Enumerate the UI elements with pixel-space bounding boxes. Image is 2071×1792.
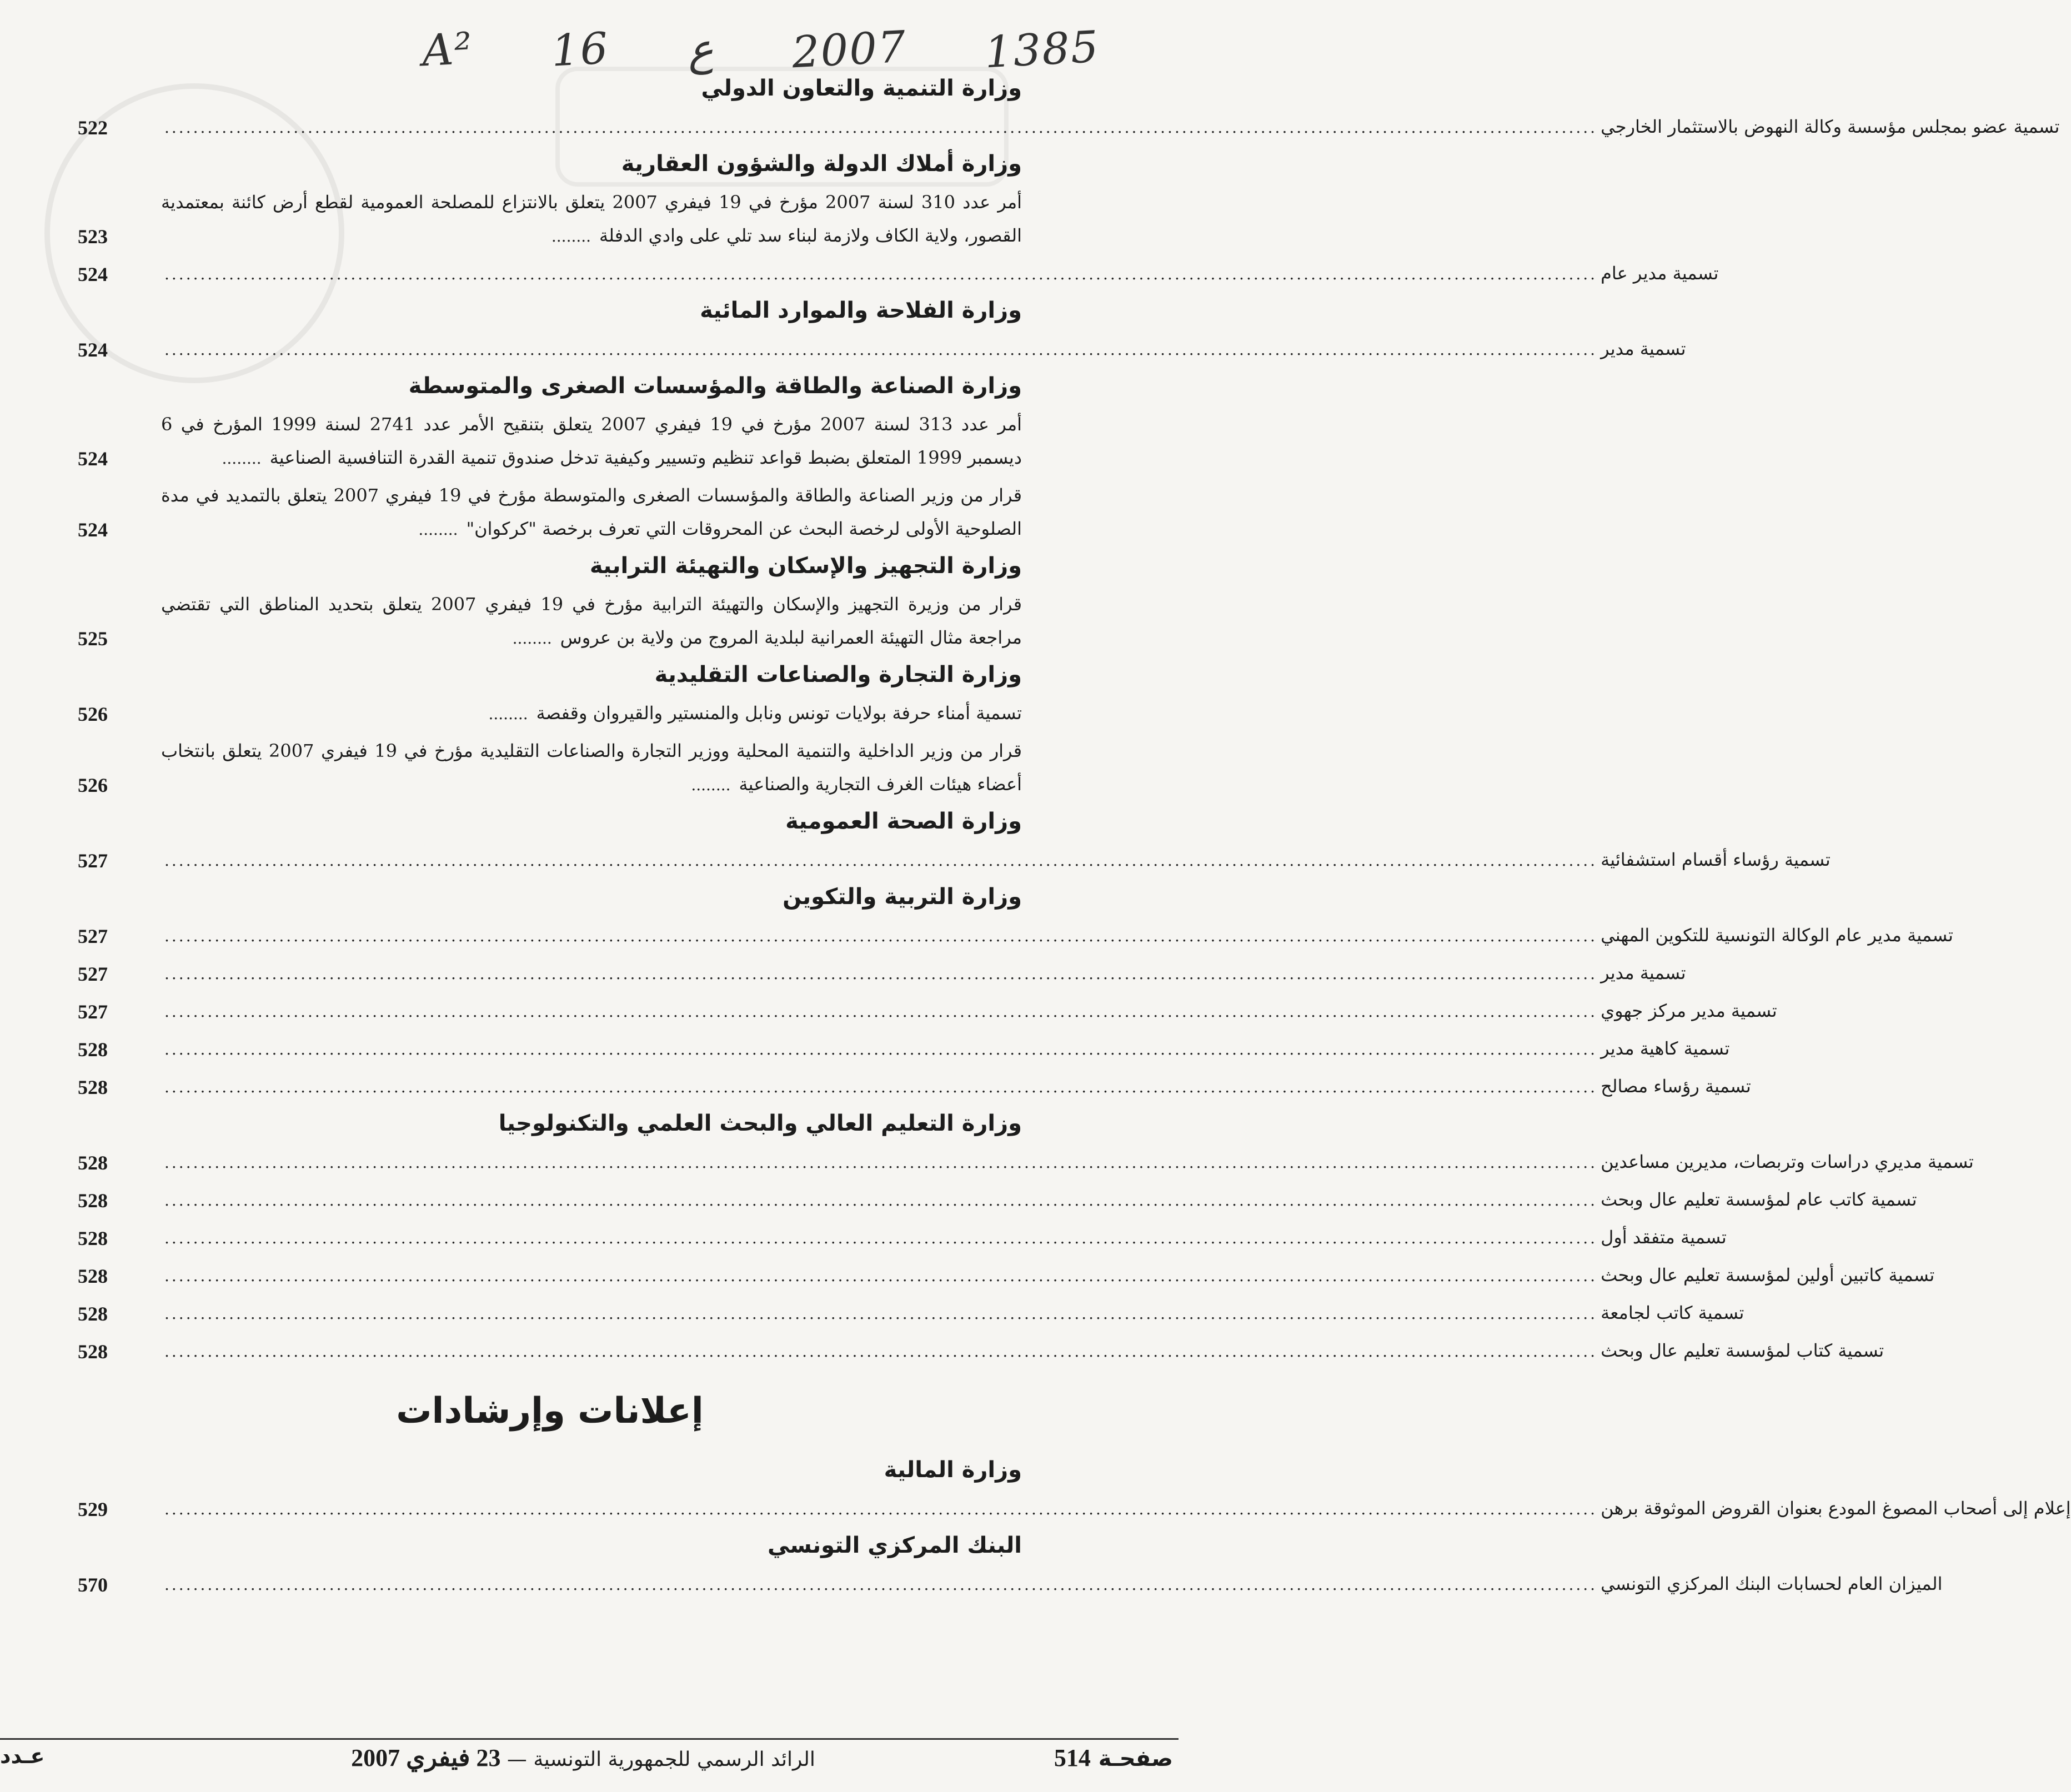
entry-text: الميزان العام لحسابات البنك المركزي التونسي: [1601, 1573, 1943, 1594]
entry-line: [161, 843, 1831, 877]
toc-entry[interactable]: [78, 843, 1831, 877]
entry-line: [161, 1258, 1934, 1293]
toc-entry[interactable]: [78, 479, 1022, 546]
leader-dots: ........................................................................................................................................................................................................: [164, 340, 1598, 359]
ministry-heading: وزارة الصناعة والطاقة والمؤسسات الصغرى والمتوسطة: [408, 373, 1022, 399]
toc-entry[interactable]: [78, 918, 1953, 953]
entry-text: تسمية مدير: [1601, 962, 1686, 983]
entry-text: تسمية رؤساء أقسام استشفائية: [1601, 849, 1831, 870]
entry-text: تسمية رؤساء مصالح: [1601, 1076, 1751, 1097]
entry-text: تسمية كتاب لمؤسسة تعليم عال وبحث: [1601, 1340, 1884, 1361]
entry-line: [161, 1296, 1744, 1331]
page-number: 528: [78, 1038, 108, 1061]
footer-page-number: [1054, 1744, 1173, 1772]
page-number: 527: [78, 1001, 108, 1023]
toc-entry[interactable]: [78, 1183, 1917, 1217]
leader-dots: ........: [222, 449, 267, 468]
toc-entry[interactable]: [78, 110, 2060, 144]
leader-dots: ........................................................................................................................................................................................................: [164, 118, 1598, 137]
toc-entry[interactable]: [78, 332, 1686, 367]
entry-text: تسمية مدير: [1601, 338, 1686, 359]
footer-page-label: صفحـة: [1098, 1746, 1173, 1771]
leader-dots: ........................................................................................................................................................................................................: [164, 1191, 1598, 1209]
handwritten-note: A²: [420, 23, 474, 77]
page-number: 528: [78, 1227, 108, 1249]
page-number: 524: [78, 448, 108, 470]
leader-dots: ........: [691, 776, 736, 794]
entry-text: تسمية كاهية مدير: [1601, 1038, 1730, 1059]
toc-entry[interactable]: [78, 1221, 1727, 1255]
entry-text: تسمية مدير مركز جهوي: [1601, 1000, 1777, 1021]
leader-dots: ........................................................................................................................................................................................................: [164, 851, 1598, 870]
entry-text-block: [156, 1145, 1974, 1179]
table-of-contents: [78, 72, 2071, 1605]
page-number: 570: [78, 1574, 108, 1596]
entry-text: أمر عدد 313 لسنة 2007 مؤرخ في 19 فيفري 2007 يتعلق بتنقيح الأمر عدد 2741 لسنة 1999 المؤرخ في 6 ديسمبر 1999 المتعلق بضبط قواعد تنظيم وتسيير وكيفية تدخل صندوق تنمية القدرة التنافسية الصناعية: [161, 414, 1022, 468]
entry-line: [161, 1492, 2071, 1526]
entry-text: تسمية متفقد أول: [1601, 1227, 1727, 1248]
toc-entry[interactable]: [78, 1567, 1943, 1602]
page-number: 524: [78, 339, 108, 361]
entry-line: [161, 332, 1686, 367]
leader-dots: ........................................................................................................................................................................................................: [164, 1267, 1598, 1285]
page-number: 528: [78, 1189, 108, 1212]
entry-text: تسمية كاتبين أولين لمؤسسة تعليم عال وبحث: [1601, 1264, 1935, 1286]
page-number: 529: [78, 1498, 108, 1520]
entry-text-block: [156, 332, 1686, 367]
entry-text: تسمية مدير عام الوكالة التونسية للتكوين المهني: [1601, 925, 1953, 946]
page-footer: [0, 1744, 1179, 1783]
entry-text-block: [156, 1183, 1917, 1217]
entry-line: [161, 1183, 1917, 1217]
leader-dots: ........: [512, 629, 557, 647]
toc-entry[interactable]: [78, 408, 1022, 475]
entry-text-block: [156, 408, 1022, 475]
page-number: 523: [78, 225, 108, 248]
footer-gazette-title: [278, 1744, 889, 1772]
page-number: 524: [78, 519, 108, 541]
toc-entry[interactable]: [78, 1296, 1744, 1331]
entry-line: [161, 1567, 1943, 1602]
leader-dots: ........................................................................................................................................................................................................: [164, 1153, 1598, 1172]
page-number: 528: [78, 1341, 108, 1363]
entry-line: [161, 1032, 1729, 1066]
leader-dots: ........................................................................................................................................................................................................: [164, 1500, 1598, 1518]
footer-rule: [0, 1738, 1179, 1740]
entry-text: أمر عدد 310 لسنة 2007 مؤرخ في 19 فيفري 2007 يتعلق بالانتزاع للمصلحة العمومية لقطع أرض كائنة بمعتمدية القصور، ولاية الكاف ولازمة لبناء سد تلي على وادي الدفلة: [161, 192, 1022, 246]
page-number: 525: [78, 628, 108, 650]
entry-text-block: [156, 994, 1777, 1028]
page-number: 528: [78, 1303, 108, 1325]
entry-text-block: [156, 110, 2059, 144]
entry-text: قرار من وزيرة التجهيز والإسكان والتهيئة الترابية مؤرخ في 19 فيفري 2007 يتعلق بتحديد المناطق التي تقتضي مراجعة مثال التهيئة العمرانية لبلدية المروج من ولاية بن عروس: [161, 594, 1022, 648]
toc-entry[interactable]: [78, 1258, 1935, 1293]
entry-text-block: [156, 479, 1022, 546]
entry-text: قرار من وزير الداخلية والتنمية المحلية ووزير التجارة والصناعات التقليدية مؤرخ في 19 فيفري 2007 يتعلق بانتخاب أعضاء هيئات الغرف التجارية والصناعية: [161, 740, 1022, 795]
handwritten-note: 16: [550, 23, 610, 77]
page-number: 526: [78, 774, 108, 796]
handwritten-note: ع: [686, 24, 715, 76]
ministry-heading: وزارة التجهيز والإسكان والتهيئة الترابية: [589, 553, 1022, 579]
entry-text-block: [156, 257, 1718, 291]
leader-dots: ........................................................................................................................................................................................................: [164, 965, 1598, 983]
entry-line: [161, 588, 1022, 655]
entry-text: تسمية أمناء حرفة بولايات تونس ونابل والمنستير والقيروان وقفصة: [536, 702, 1022, 724]
toc-entry[interactable]: [78, 185, 1022, 253]
entry-text: تسمية كاتب لجامعة: [1601, 1302, 1744, 1323]
ministry-heading: وزارة التربية والتكوين: [783, 884, 1022, 910]
page-number: 526: [78, 703, 108, 725]
leader-dots: ........................................................................................................................................................................................................: [164, 1078, 1598, 1096]
footer-page-value: 514: [1054, 1744, 1091, 1771]
leader-dots: ........................................................................................................................................................................................................: [164, 265, 1598, 283]
entry-line: [161, 1070, 1751, 1104]
entry-text-block: [156, 1334, 1884, 1368]
ministry-heading: وزارة المالية: [884, 1457, 1022, 1483]
leader-dots: ........: [418, 520, 463, 539]
entry-line: [161, 734, 1022, 802]
entry-text: تسمية مديري دراسات وتربصات، مديرين مساعدين: [1601, 1151, 1974, 1172]
toc-entry[interactable]: [78, 1145, 1974, 1179]
entry-line: [161, 696, 1022, 731]
ministry-heading: وزارة أملاك الدولة والشؤون العقارية: [621, 151, 1022, 177]
announcements-title: إعلانات وإرشادات: [396, 1391, 704, 1432]
entry-text: تسمية كاتب عام لمؤسسة تعليم عال وبحث: [1601, 1189, 1917, 1210]
leader-dots: ........: [488, 705, 533, 723]
toc-entry[interactable]: [78, 1492, 2071, 1526]
entry-text-block: [156, 956, 1686, 991]
entry-text-block: [156, 843, 1831, 877]
entry-text-block: [156, 588, 1022, 655]
entry-text-block: [156, 734, 1022, 802]
entry-text-block: [156, 1567, 1943, 1602]
entry-line: [161, 479, 1022, 546]
entry-line: [161, 956, 1686, 991]
ministry-heading: وزارة التعليم العالي والبحث العلمي والتكنولوجيا: [498, 1111, 1022, 1136]
entry-text: تسمية عضو بمجلس مؤسسة وكالة النهوض بالاستثمار الخارجي: [1601, 116, 2060, 137]
entry-text-block: [156, 1492, 2071, 1526]
page-number: 528: [78, 1076, 108, 1098]
leader-dots: ........: [551, 227, 596, 245]
toc-entry[interactable]: [78, 1070, 1751, 1104]
entry-line: [161, 1334, 1884, 1368]
entry-text-block: [156, 1032, 1729, 1066]
leader-dots: ........................................................................................................................................................................................................: [164, 1575, 1598, 1594]
ministry-heading: وزارة التجارة والصناعات التقليدية: [654, 662, 1022, 687]
entry-text: قرار من وزير الصناعة والطاقة والمؤسسات الصغرى والمتوسطة مؤرخ في 19 فيفري 2007 يتعلق بالتمديد في مدة الصلوحية الأولى لرخصة البحث عن المحروقات التي تعرف برخصة "كركوان": [161, 485, 1022, 539]
toc-entry[interactable]: [78, 257, 1719, 291]
page-number: 528: [78, 1152, 108, 1174]
ministry-heading: وزارة الفلاحة والموارد المائية: [700, 298, 1022, 323]
entry-text-block: [156, 185, 1022, 253]
entry-text: إعلام إلى أصحاب المصوغ المودع بعنوان القروض الموثوقة برهن: [1601, 1498, 2071, 1519]
entry-text-block: [156, 1070, 1751, 1104]
footer-gazette-name: الرائد الرسمي للجمهورية التونسية —: [507, 1748, 815, 1771]
entry-line: [161, 110, 2059, 144]
entry-line: [161, 918, 1953, 953]
page-number: 522: [78, 117, 108, 139]
entry-line: [161, 257, 1718, 291]
entry-text-block: [156, 1258, 1934, 1293]
toc-entry[interactable]: [78, 956, 1686, 991]
toc-entry[interactable]: [78, 734, 1022, 802]
ministry-heading: وزارة التنمية والتعاون الدولي: [701, 76, 1022, 101]
ministry-heading: البنك المركزي التونسي: [767, 1533, 1022, 1558]
entry-line: [161, 1145, 1974, 1179]
entry-text-block: [156, 1221, 1727, 1255]
entry-line: [161, 185, 1022, 253]
entry-text-block: [156, 918, 1953, 953]
page-number: 527: [78, 963, 108, 985]
toc-entry[interactable]: [78, 1032, 1730, 1066]
handwritten-note: 2007: [790, 22, 908, 78]
leader-dots: ........................................................................................................................................................................................................: [164, 927, 1598, 945]
handwritten-note: 1385: [984, 22, 1101, 78]
leader-dots: ........................................................................................................................................................................................................: [164, 1229, 1598, 1247]
entry-line: [161, 408, 1022, 475]
toc-entry[interactable]: [78, 1334, 1884, 1368]
toc-entry[interactable]: [78, 588, 1022, 655]
entry-text: تسمية مدير عام: [1601, 263, 1719, 284]
entry-line: [161, 1221, 1727, 1255]
entry-line: [161, 994, 1777, 1028]
leader-dots: ........................................................................................................................................................................................................: [164, 1002, 1598, 1021]
entry-text-block: [156, 1296, 1744, 1331]
toc-entry[interactable]: [78, 994, 1777, 1028]
page-number: 527: [78, 925, 108, 947]
footer-issue-label: عـدد: [0, 1744, 45, 1768]
page-number: 528: [78, 1265, 108, 1287]
ministry-heading: وزارة الصحة العمومية: [785, 809, 1022, 834]
leader-dots: ........................................................................................................................................................................................................: [164, 1304, 1598, 1323]
page-number: 524: [78, 263, 108, 285]
entry-text-block: [156, 696, 1022, 731]
page-number: 527: [78, 850, 108, 872]
toc-entry[interactable]: [78, 696, 1022, 731]
leader-dots: ........................................................................................................................................................................................................: [164, 1342, 1598, 1361]
footer-date: 23 فيفري 2007: [351, 1744, 501, 1771]
leader-dots: ........................................................................................................................................................................................................: [164, 1040, 1598, 1058]
